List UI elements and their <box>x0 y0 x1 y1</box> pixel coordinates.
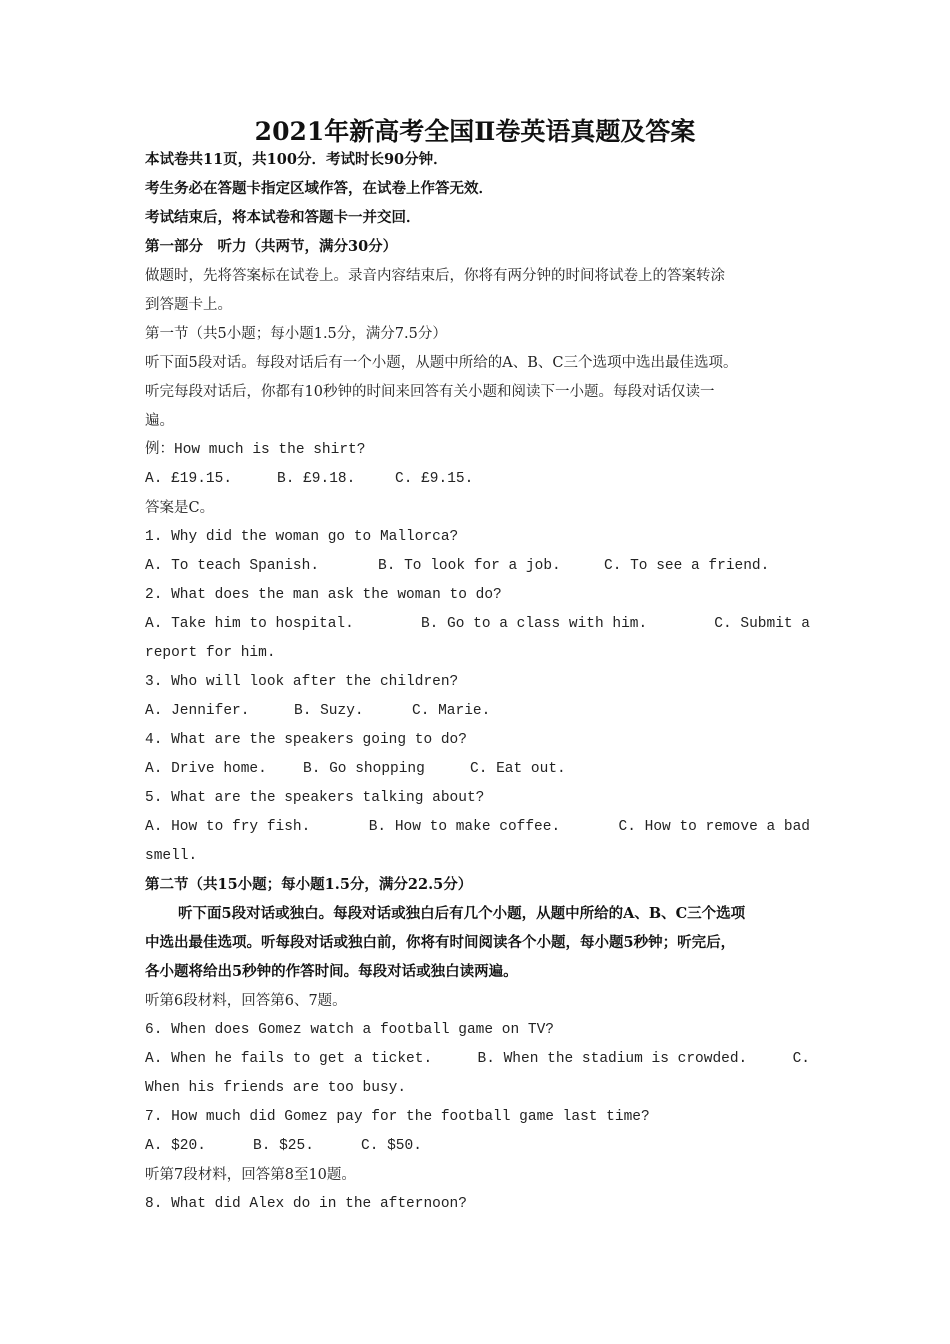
question-2-option-c-continued: report for him. <box>145 645 276 661</box>
question-7: 7. How much did Gomez pay for the football game last time? <box>145 1109 650 1125</box>
section1-instruction-line3: 遍。 <box>145 413 174 429</box>
section1-instruction-line2: 听完每段对话后，你都有10秒钟的时间来回答有关小题和阅读下一小题。每段对话仅读一 <box>145 384 715 400</box>
section2-heading: 第二节（共15小题；每小题1.5分，满分22.5分） <box>145 876 473 893</box>
option-a: A. Drive home. <box>145 761 267 777</box>
option-a: A. Jennifer. <box>145 703 250 719</box>
question-6-options <box>145 1049 810 1069</box>
option-c: C. How to remove a bad <box>618 819 810 835</box>
example-options <box>145 469 810 489</box>
section1-instruction-line1: 听下面5段对话。每段对话后有一个小题，从题中所给的A、B、C三个选项中选出最佳选项。 <box>145 355 738 371</box>
option-a: A. When he fails to get a ticket. <box>145 1051 433 1067</box>
material-7-heading: 听第7段材料，回答第8至10题。 <box>145 1167 356 1183</box>
option-c: C. Marie. <box>412 703 491 719</box>
option-a: A. How to fry fish. <box>145 819 311 835</box>
option-c: C. To see a friend. <box>604 558 770 574</box>
part1-intro-line1: 做题时，先将答案标在试卷上。录音内容结束后，你将有两分钟的时间将试卷上的答案转涂 <box>145 268 725 284</box>
question-3: 3. Who will look after the children? <box>145 674 459 690</box>
question-8: 8. What did Alex do in the afternoon? <box>145 1196 467 1212</box>
material-6-heading: 听第6段材料，回答第6、7题。 <box>145 993 347 1009</box>
section1-heading: 第一节（共5小题；每小题1.5分，满分7.5分） <box>145 326 447 342</box>
question-7-options <box>145 1136 810 1156</box>
option-c: C. £9.15. <box>395 471 474 487</box>
note-answer-sheet: 考生务必在答题卡指定区域作答，在试卷上作答无效． <box>145 180 493 197</box>
option-b: B. $25. <box>253 1138 314 1154</box>
note-length: 本试卷共11页，共100分．考试时长90分钟． <box>145 151 448 168</box>
section2-instruction-line3: 各小题将给出5秒钟的作答时间。每段对话或独白读两遍。 <box>145 963 518 980</box>
question-6: 6. When does Gomez watch a football game on TV? <box>145 1022 554 1038</box>
option-b: B. When the stadium is crowded. <box>477 1051 748 1067</box>
question-6-option-c-continued: When his friends are too busy. <box>145 1080 407 1096</box>
option-b: B. To look for a job. <box>378 558 561 574</box>
question-5-options <box>145 817 810 837</box>
question-3-options <box>145 701 810 721</box>
part1-heading: 第一部分 听力（共两节，满分30分） <box>145 238 398 255</box>
question-1-options <box>145 556 810 576</box>
option-a: A. Take him to hospital. <box>145 616 354 632</box>
option-b: B. Suzy. <box>294 703 364 719</box>
question-4-options <box>145 759 810 779</box>
question-4: 4. What are the speakers going to do? <box>145 732 467 748</box>
question-2: 2. What does the man ask the woman to do? <box>145 587 502 603</box>
option-a: A. £19.15. <box>145 471 233 487</box>
option-b: B. Go shopping <box>303 761 425 777</box>
option-a: A. To teach Spanish. <box>145 558 320 574</box>
note-submit: 考试结束后，将本试卷和答题卡一并交回． <box>145 209 421 226</box>
question-5: 5. What are the speakers talking about? <box>145 790 485 806</box>
section2-instruction-line2: 中选出最佳选项。听每段对话或独白前，你将有时间阅读各个小题，每小题5秒钟；听完后， <box>145 934 736 951</box>
part1-intro-line2: 到答题卡上。 <box>145 297 232 313</box>
question-5-option-c-continued: smell. <box>145 848 198 864</box>
option-a: A. $20. <box>145 1138 206 1154</box>
example-answer: 答案是C。 <box>145 500 215 516</box>
option-c: C. Eat out. <box>470 761 566 777</box>
option-b: B. Go to a class with him. <box>420 616 648 632</box>
option-c: C. <box>792 1051 810 1067</box>
option-c: C. Submit a <box>714 616 810 632</box>
option-c: C. $50. <box>361 1138 422 1154</box>
exam-title: 2021年新高考全国Ⅱ卷英语真题及答案 <box>254 117 696 146</box>
question-2-options <box>145 614 810 634</box>
question-1: 1. Why did the woman go to Mallorca? <box>145 529 459 545</box>
option-b: B. £9.18. <box>277 471 356 487</box>
option-b: B. How to make coffee. <box>368 819 561 835</box>
section2-instruction-line1: 听下面5段对话或独白。每段对话或独白后有几个小题，从题中所给的A、B、C三个选项 <box>178 905 746 922</box>
example-question: 例：How much is the shirt? <box>145 442 366 458</box>
